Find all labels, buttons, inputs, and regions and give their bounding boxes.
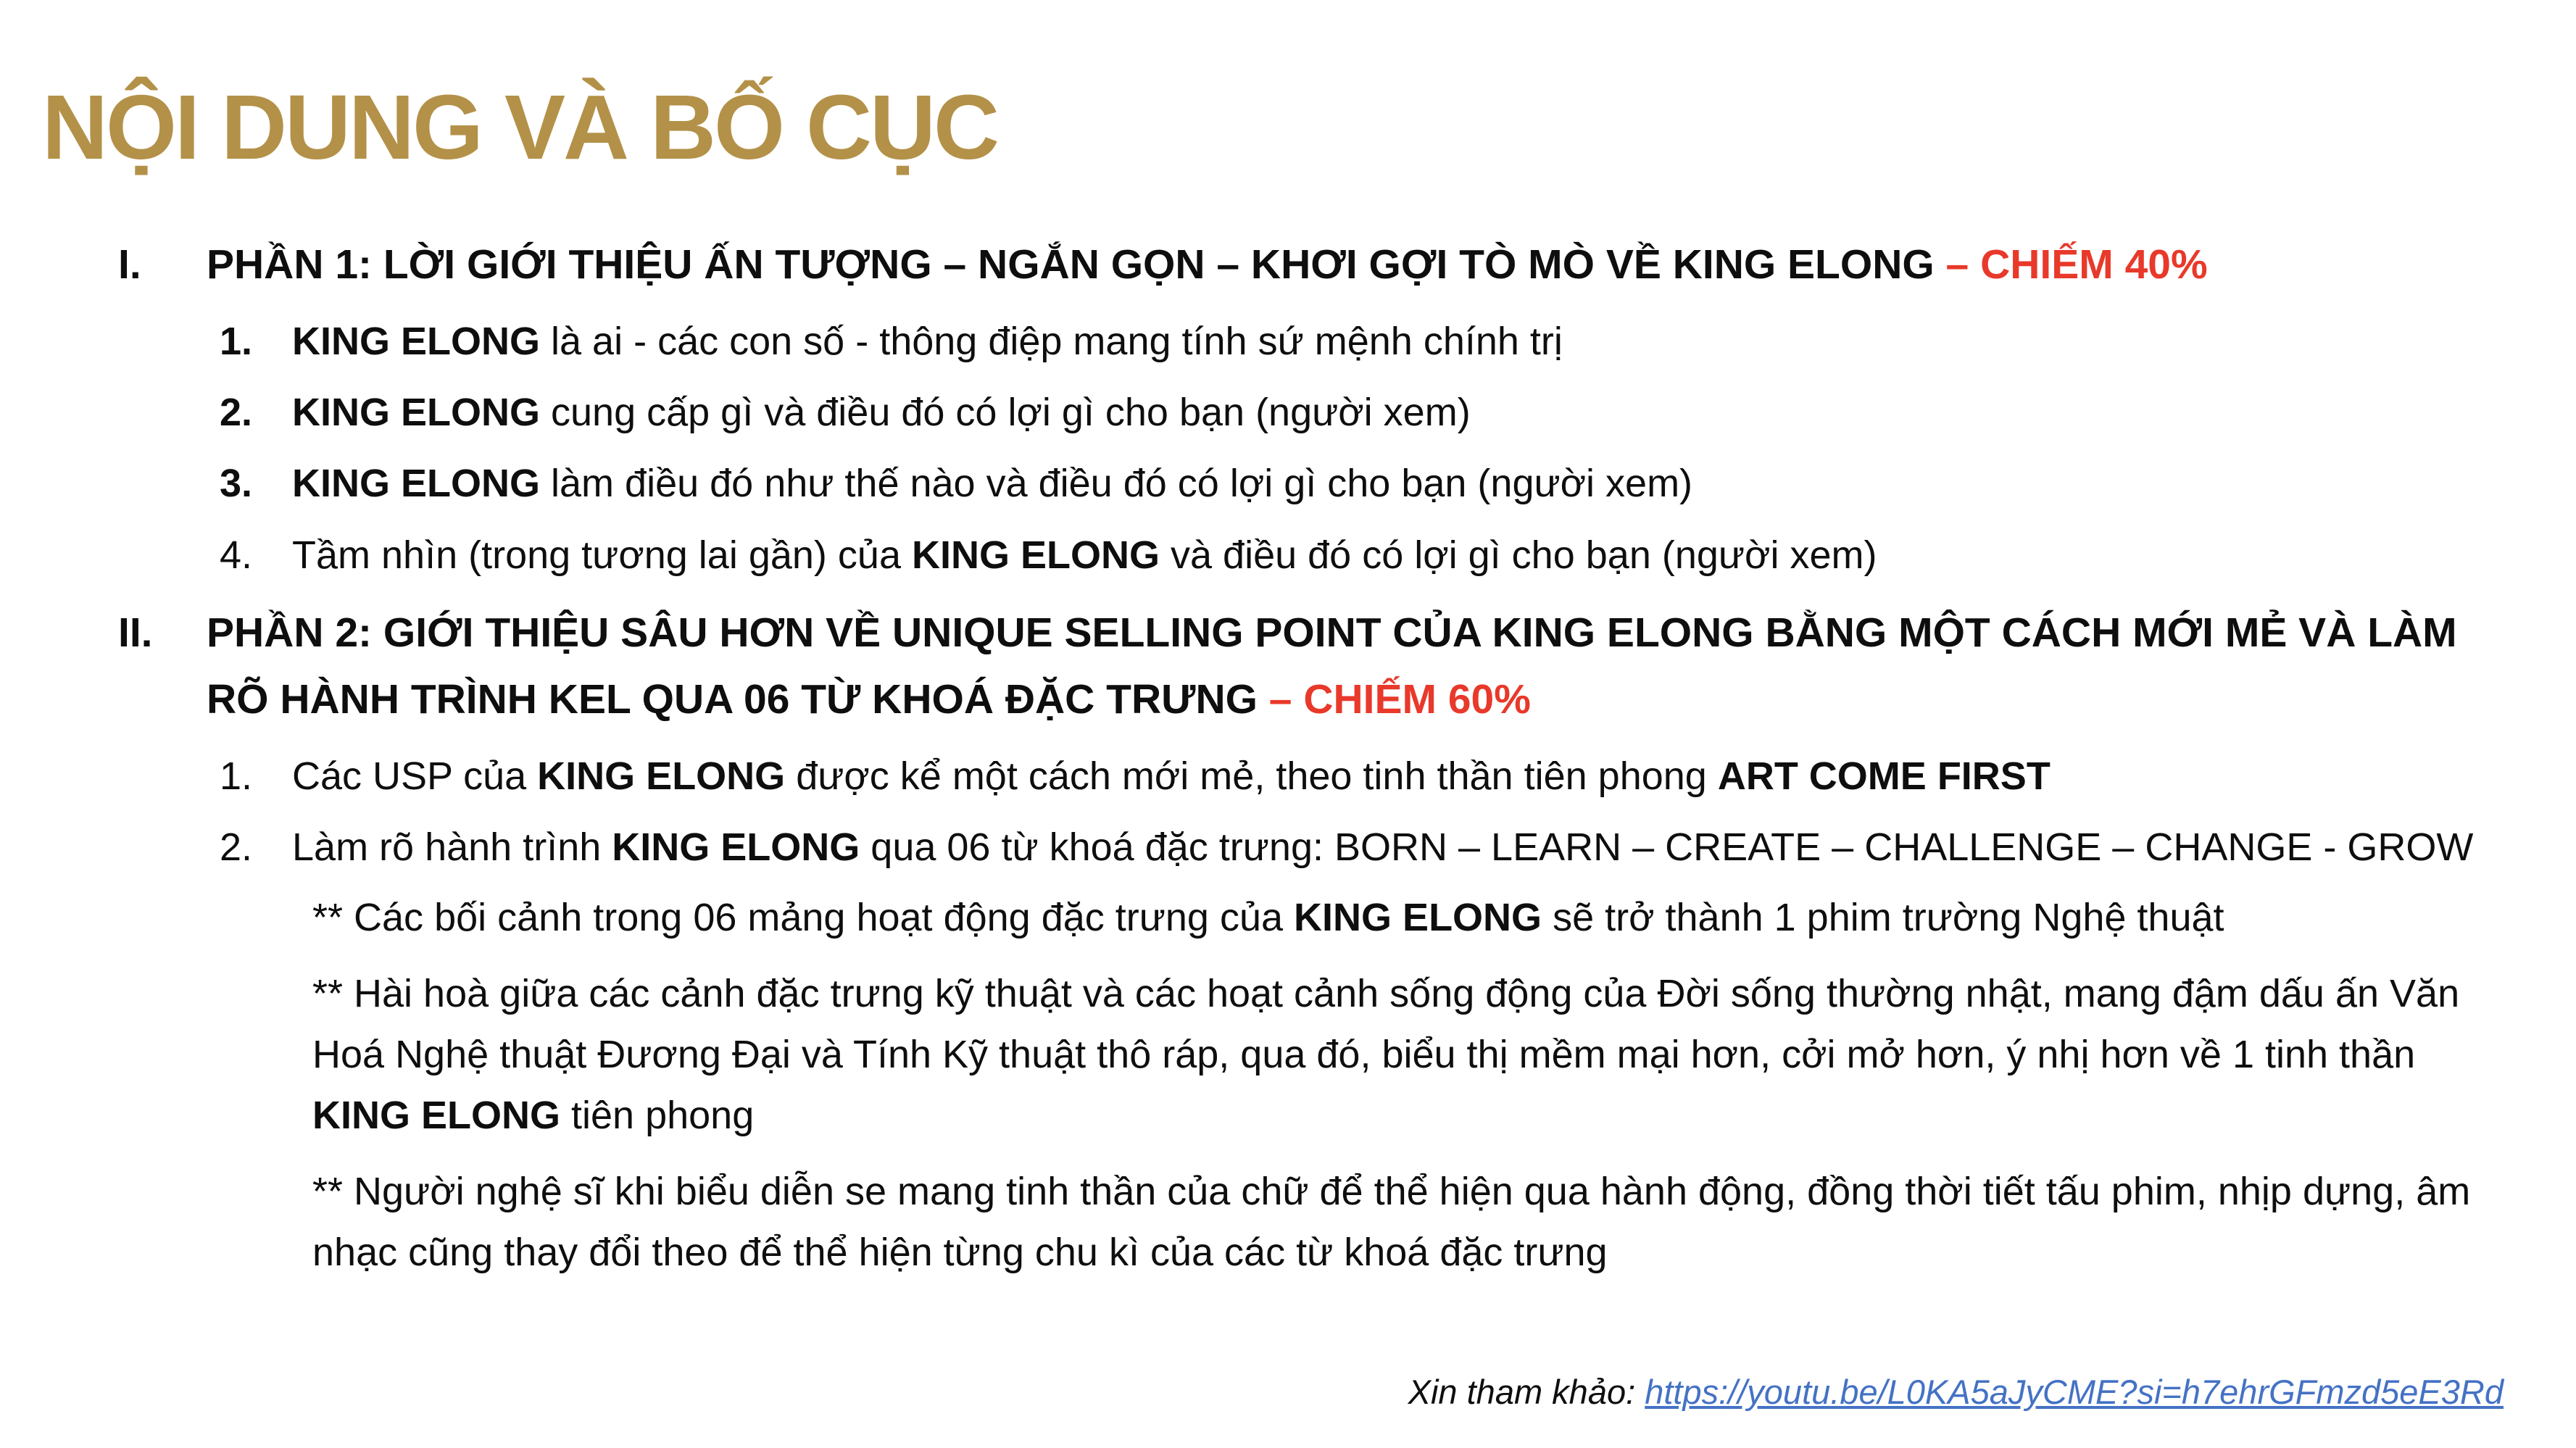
item-text [292, 745, 2504, 807]
reference-label: Xin tham khảo: [1408, 1373, 1645, 1411]
item-text [292, 524, 2504, 586]
note-rest-text: sẽ trở thành 1 phim trường Nghệ thuật [1542, 895, 2224, 939]
item-rest-text: qua 06 từ khoá đặc trưng: BORN – LEARN – CREATE – CHALLENGE – CHANGE - GROW [860, 825, 2474, 870]
section-2-heading [118, 599, 2504, 733]
list-item [220, 452, 2504, 515]
item-rest-text: là ai - các con số - thông điệp mang tính sứ mệnh chính trị [540, 319, 1563, 363]
item-text [292, 816, 2504, 878]
item-number: 1. [220, 319, 253, 363]
brand-text: KING ELONG [537, 754, 786, 798]
item-rest-text: làm điều đó như thế nào và điều đó có lợi gì cho bạn (người xem) [540, 462, 1693, 506]
page-title: NỘI DUNG VÀ BỐ CỤC [42, 76, 998, 178]
notes-block [312, 888, 2504, 1283]
brand-text: KING ELONG [1294, 895, 1542, 939]
item-text [292, 452, 2504, 515]
section-1-items [220, 310, 2504, 587]
brand-text: KING ELONG [292, 390, 541, 434]
item-number: 1. [220, 754, 253, 798]
note-lead-text: ** Các bối cảnh trong 06 mảng hoạt động đặc trưng của [312, 895, 1295, 939]
item-lead-text: Các USP của [292, 754, 538, 798]
section-1-heading-text [207, 231, 2504, 298]
reference-link[interactable]: https://youtu.be/L0KA5aJyCME?si=h7ehrGFmzd5eE3Rd [1645, 1373, 2504, 1411]
item-lead-text: Làm rõ hành trình [292, 825, 612, 870]
list-item [220, 745, 2504, 807]
item-rest-text: và điều đó có lợi gì cho bạn (người xem) [1160, 533, 1877, 577]
note-rest-text: tiên phong [560, 1093, 755, 1137]
note-lead-text: ** Hài hoà giữa các cảnh đặc trưng kỹ thuật và các hoạt cảnh sống động của Đời sống thường nhật, mang đậm dấu ấn Văn Hoá Nghệ thuật Đương Đại và Tính Kỹ thuật thô ráp, qua đó, biểu thị mềm mại hơn, cởi mở hơn, ý nhị hơn về 1 tinh thần [312, 972, 2460, 1076]
note-paragraph [312, 964, 2504, 1146]
brand-text: KING ELONG [292, 462, 541, 506]
heading-highlight-text: – CHIẾM 40% [1945, 241, 2208, 288]
section-2-items [220, 745, 2504, 879]
brand-text: KING ELONG [612, 825, 860, 870]
section-1 [118, 231, 2504, 586]
item-number: 4. [220, 533, 253, 577]
heading-main-text: PHẦN 1: LỜI GIỚI THIỆU ẤN TƯỢNG – NGẮN GỌN – KHƠI GỢI TÒ MÒ VỀ KING ELONG [207, 241, 1946, 288]
brand-text: KING ELONG [312, 1093, 561, 1137]
list-item [220, 381, 2504, 444]
heading-main-text: PHẦN 2: GIỚI THIỆU SÂU HƠN VỀ UNIQUE SELLING POINT CỦA KING ELONG BẰNG MỘT CÁCH MỚI MẺ VÀ LÀM RÕ HÀNH TRÌNH KEL QUA 06 TỪ KHOÁ ĐẶC TRƯNG [207, 609, 2457, 723]
heading-highlight-text: – CHIẾM 60% [1268, 676, 1531, 723]
item-text [292, 381, 2504, 444]
section-2-numeral: II. [118, 609, 153, 657]
section-2 [118, 599, 2504, 1283]
list-item [220, 524, 2504, 586]
list-item [220, 310, 2504, 373]
item-number: 3. [220, 462, 253, 506]
slide-content [118, 231, 2504, 1283]
note-paragraph [312, 888, 2504, 949]
item-number: 2. [220, 825, 253, 870]
note-paragraph [312, 1162, 2504, 1283]
reference-footer [1408, 1372, 2504, 1412]
item-lead-text: Tầm nhìn (trong tương lai gần) của [292, 533, 912, 577]
emphasis-text: ART COME FIRST [1717, 754, 2051, 798]
item-number: 2. [220, 390, 253, 434]
item-text [292, 310, 2504, 373]
list-item [220, 816, 2504, 878]
note-lead-text: ** Người nghệ sĩ khi biểu diễn se mang tinh thần của chữ để thể hiện qua hành động, đồng thời tiết tấu phim, nhịp dựng, âm nhạc cũng thay đổi theo để thể hiện từng chu kì của các từ khoá đặc trưng [312, 1170, 2471, 1274]
section-1-numeral: I. [118, 241, 141, 288]
item-rest-text: cung cấp gì và điều đó có lợi gì cho bạn (người xem) [540, 390, 1471, 434]
section-1-heading [118, 231, 2504, 298]
item-mid-text: được kể một cách mới mẻ, theo tinh thần tiên phong [785, 754, 1718, 798]
section-2-heading-text [207, 599, 2504, 733]
brand-text: KING ELONG [292, 319, 541, 363]
brand-text: KING ELONG [911, 533, 1160, 577]
